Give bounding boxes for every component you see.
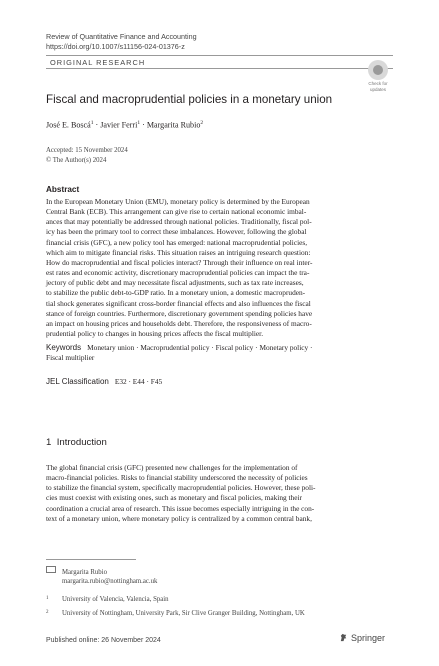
- abstract-line: How do macroprudential and fiscal policies interact? Through their influence on real inter-: [46, 257, 313, 267]
- intro-line: macro-financial policies. Risks to financial stability underscored the necessity of policies: [46, 473, 308, 483]
- introduction-body: [46, 463, 393, 524]
- header-rule-bottom: [46, 68, 393, 69]
- accepted-date: Accepted: 15 November 2024: [46, 147, 128, 154]
- article-dates: [46, 146, 128, 166]
- affiliation-text: University of Nottingham, University Park, Sir Clive Granger Building, Nottingham, UK: [62, 610, 305, 617]
- intro-line: coordination a crucial area of research. This issue becomes especially intriguing in the con-: [46, 503, 315, 513]
- affiliation-number: 2: [46, 610, 49, 615]
- abstract-line: an impact on housing prices and households debt. Therefore, the responsiveness of macro-: [46, 318, 312, 328]
- abstract-line: tial shock generates significant cross-border financial effects and also influences the fiscal: [46, 298, 311, 308]
- correspondence-name: Margarita Rubio: [62, 569, 107, 576]
- jel-classification: [46, 377, 162, 386]
- section-title: Introduction: [56, 437, 107, 448]
- author-separator: ·: [93, 120, 101, 130]
- abstract-line: est rates and economic activity, discretionary macroprudential policies can impact the tra-: [46, 268, 310, 278]
- journal-header: [46, 32, 197, 52]
- check-updates-icon: [368, 60, 388, 80]
- keywords-block: [46, 343, 393, 363]
- abstract-line: In the European Monetary Union (EMU), monetary policy is determined by the European: [46, 197, 310, 206]
- intro-line: to stabilize the financial system, specifically macroprudential policies. However, these poli-: [46, 483, 316, 493]
- jel-label: JEL Classification: [46, 377, 109, 386]
- abstract-line: Central Bank (ECB). This arrangement can give rise to certain national economic imbal-: [46, 207, 307, 217]
- keywords-line: Fiscal multiplier: [46, 353, 95, 363]
- author-affil-mark: 2: [200, 120, 204, 126]
- section-heading: [46, 437, 107, 448]
- author-name[interactable]: José E. Boscá: [46, 120, 91, 130]
- journal-name: Review of Quantitative Finance and Accounting: [46, 32, 197, 41]
- published-online: Published online: 26 November 2024: [46, 637, 161, 644]
- author-separator: ·: [140, 120, 147, 130]
- check-updates-line1: Check for: [368, 81, 388, 86]
- intro-line: The global financial crisis (GFC) presented new challenges for the implementation of: [46, 463, 298, 472]
- abstract-heading: Abstract: [46, 185, 80, 194]
- abstract-body: [46, 197, 393, 339]
- section-number: 1: [46, 437, 52, 448]
- abstract-line: icy has been the primary tool to correct these imbalances. However, following the global: [46, 227, 307, 237]
- intro-line: cies must coexist with existing ones, such as monetary and fiscal policies, making their: [46, 493, 302, 503]
- keywords-line: Monetary union · Macroprudential policy · Fiscal policy · Monetary policy ·: [87, 343, 313, 352]
- abstract-line: ances that may potentially be addressed through national policies. Traditionally, fiscal pol-: [46, 217, 312, 227]
- abstract-line: to stabilize the public debt-to-GDP ratio. In a monetary union, a domestic macropruden-: [46, 288, 306, 298]
- correspondence-email[interactable]: margarita.rubio@nottingham.ac.uk: [62, 578, 158, 585]
- correspondence: [46, 566, 157, 586]
- abstract-line: jectory of public debt and may necessitate fiscal adjustments, such as tax rate increases,: [46, 278, 304, 288]
- author-affil-mark: 1: [90, 120, 94, 126]
- copyright-line: © The Author(s) 2024: [46, 157, 107, 164]
- doi-link[interactable]: https://doi.org/10.1007/s11156-024-01376-z: [46, 42, 185, 51]
- check-updates-line2: updates: [369, 87, 386, 92]
- author-affil-mark: 1: [137, 120, 141, 126]
- header-rule-top: [46, 55, 393, 56]
- keywords-label: Keywords: [46, 343, 82, 352]
- publisher-name: Springer: [351, 633, 386, 643]
- check-for-updates-badge[interactable]: [364, 60, 392, 93]
- intro-line: text of a monetary union, where monetary policy is centralized by a common central bank,: [46, 513, 312, 523]
- envelope-icon: [46, 566, 56, 573]
- abstract-line: financial crisis (GFC), a new policy tool has emerged: national macroprudential policies,: [46, 237, 308, 247]
- author-list: [46, 120, 203, 130]
- abstract-line: which aim to mitigate financial risks. This situation raises an intriguing research question:: [46, 247, 311, 257]
- affiliation-number: 1: [46, 596, 49, 601]
- springer-horse-icon: [339, 633, 348, 642]
- affiliation-text: University of Valencia, Valencia, Spain: [62, 596, 169, 603]
- footnote-rule: [46, 559, 136, 560]
- abstract-line: stance of foreign countries. Furthermore, discretionary government spending policies have: [46, 308, 313, 318]
- jel-codes: E32 · E44 · F45: [114, 377, 163, 386]
- publisher-logo[interactable]: [339, 633, 385, 643]
- affiliation: [46, 596, 169, 603]
- abstract-line: prudential policy to changes in housing prices affects the fiscal multiplier.: [46, 329, 264, 339]
- article-title: Fiscal and macroprudential policies in a monetary union: [46, 93, 333, 106]
- article-type: ORIGINAL RESEARCH: [50, 58, 146, 67]
- author-name[interactable]: Margarita Rubio: [146, 120, 201, 130]
- author-name[interactable]: Javier Ferri: [100, 120, 138, 130]
- affiliation: [46, 610, 305, 617]
